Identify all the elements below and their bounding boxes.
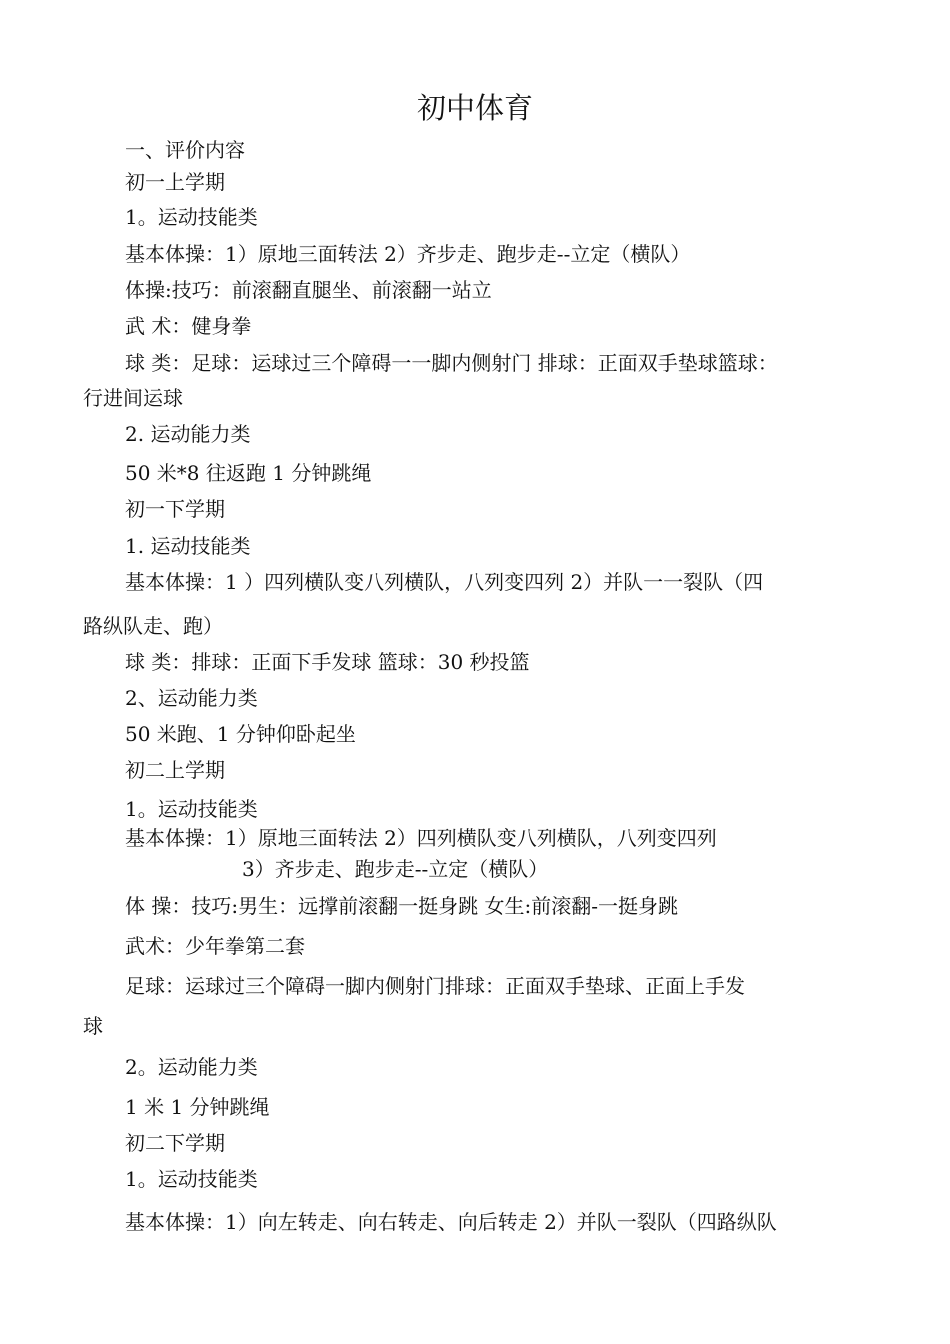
text-line: 1 米 1 分钟跳绳 <box>125 1095 270 1119</box>
term-heading-grade8-first: 初二上学期 <box>125 758 225 782</box>
text-line-subitem: 3）齐步走、跑步走--立定（横队） <box>242 857 549 881</box>
text-line: 基本体操：1）原地三面转法 2）四列横队变八列横队，八列变四列 <box>125 826 717 850</box>
category-heading: 2、运动能力类 <box>125 686 258 710</box>
text-line: 武术：少年拳第二套 <box>125 934 305 958</box>
term-heading-grade7-first: 初一上学期 <box>125 170 225 194</box>
category-heading: 1。运动技能类 <box>125 205 258 229</box>
text-line: 基本体操：1）原地三面转法 2）齐步走、跑步走--立定（横队） <box>125 242 691 266</box>
category-heading: 1。运动技能类 <box>125 797 258 821</box>
text-line: 体操:技巧：前滚翻直腿坐、前滚翻一站立 <box>125 278 492 302</box>
text-line: 足球：运球过三个障碍一脚内侧射门排球：正面双手垫球、正面上手发 <box>125 974 745 998</box>
text-line-continuation: 行进间运球 <box>83 386 183 410</box>
category-heading: 2. 运动能力类 <box>125 422 251 446</box>
text-line: 基本体操：1 ）四列横队变八列横队，八列变四列 2）并队一一裂队（四 <box>125 570 764 594</box>
term-heading-grade8-second: 初二下学期 <box>125 1131 225 1155</box>
text-line-continuation: 球 <box>83 1014 103 1038</box>
text-line: 球 类：排球：正面下手发球 篮球：30 秒投篮 <box>125 650 530 674</box>
text-line: 50 米*8 往返跑 1 分钟跳绳 <box>125 461 372 485</box>
text-line: 体 操：技巧:男生：远撑前滚翻一挺身跳 女生:前滚翻-一挺身跳 <box>125 894 678 918</box>
text-line-continuation: 路纵队走、跑） <box>83 614 223 638</box>
text-line: 球 类：足球：运球过三个障碍一一脚内侧射门 排球：正面双手垫球篮球： <box>125 351 778 375</box>
term-heading-grade7-second: 初一下学期 <box>125 497 225 521</box>
page-title: 初中体育 <box>416 91 533 125</box>
text-line: 武 术：健身拳 <box>125 314 252 338</box>
text-line: 基本体操：1）向左转走、向右转走、向后转走 2）并队一裂队（四路纵队 <box>125 1210 777 1234</box>
section-heading-evaluation: 一、评价内容 <box>125 138 245 162</box>
category-heading: 2。运动能力类 <box>125 1055 258 1079</box>
text-line: 50 米跑、1 分钟仰卧起坐 <box>125 722 356 746</box>
category-heading: 1。运动技能类 <box>125 1167 258 1191</box>
category-heading: 1. 运动技能类 <box>125 534 251 558</box>
